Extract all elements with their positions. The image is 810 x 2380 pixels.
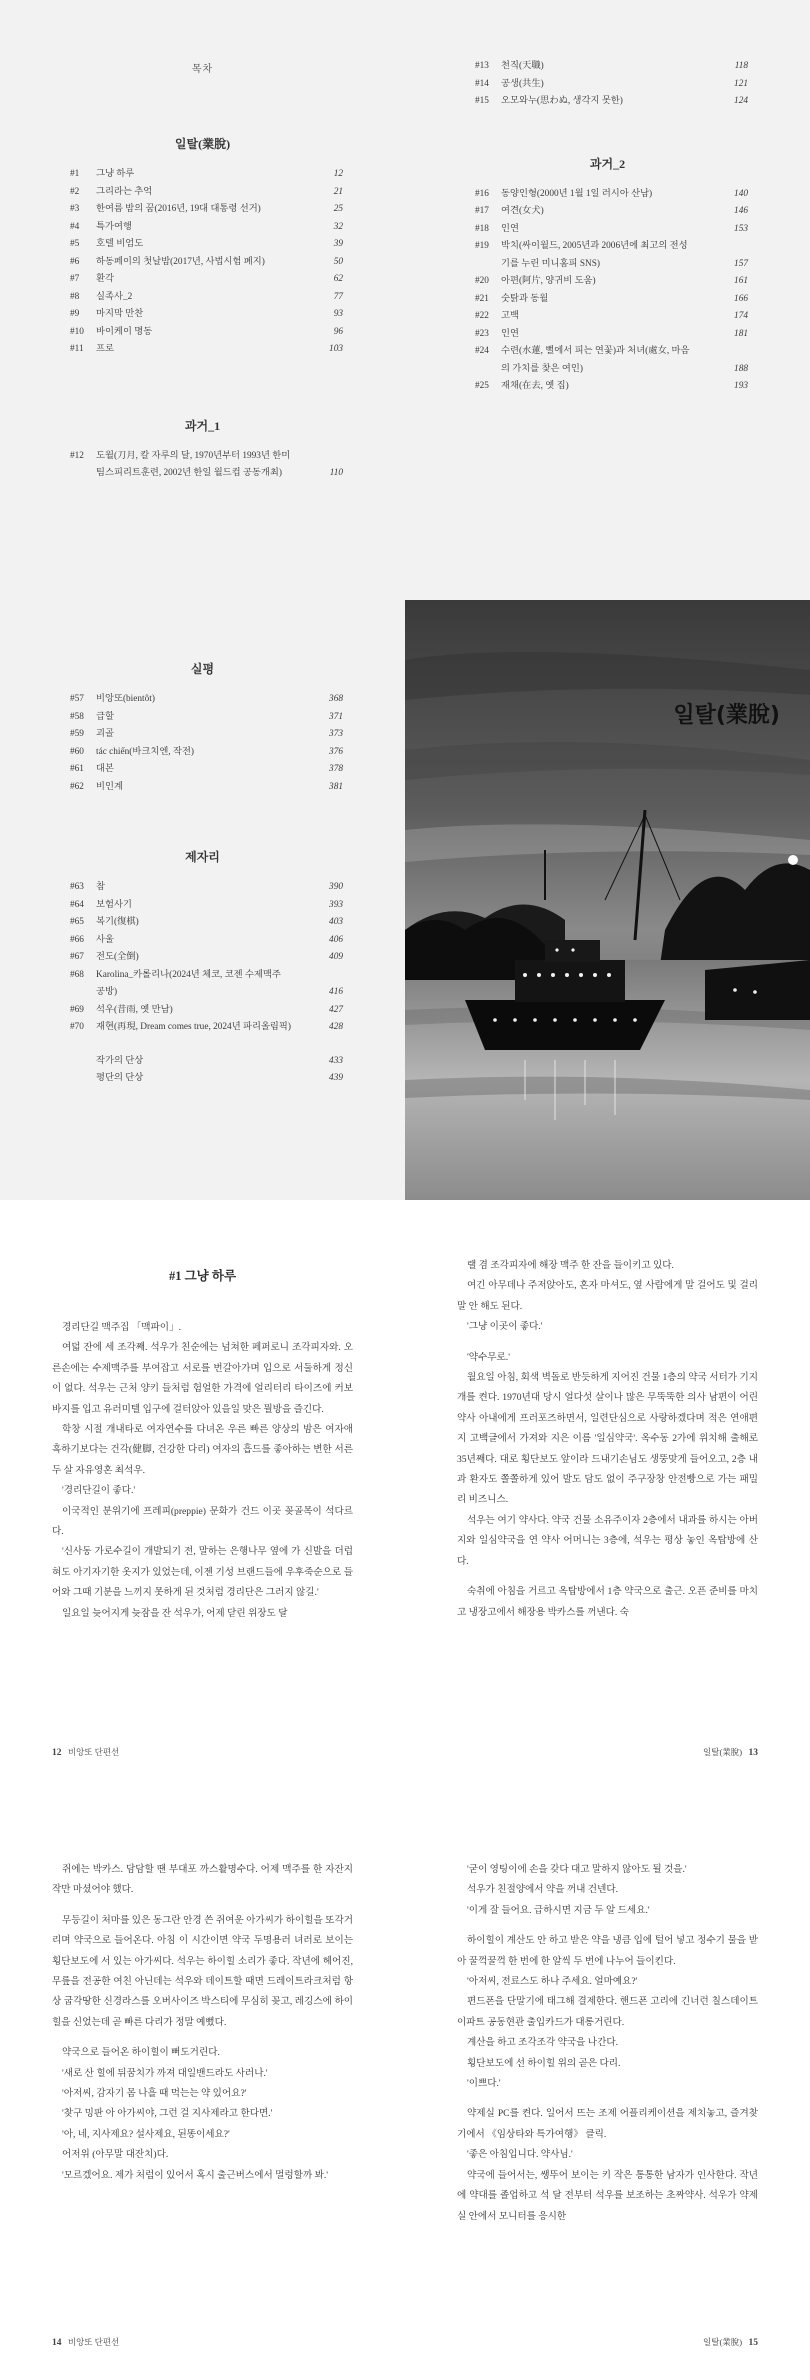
body-paragraph: 월요일 아침, 회색 벽돌로 반듯하게 지어진 건물 1층의 약국 서터가 기지개를 켠다. 1970년대 당시 얼다섯 살이나 많은 무뚝뚝한 의사 남편이 어린 약사 아내에게 프러포즈하면서, 일련단심으로 사랑하겠다며 적은 연애편지 고백글에서 가져와 지은 이름 '일심약국'. 옥수동 2가에 위치해 출해로 35년째다. 대로 횡단보도 앞이라 드내기손님도 생뚱맞게 들어오고, 2층 내과 환자도 쫄쫄하게 있어 발도 담도 없이 주구장창 안전빵으로 가는 패밀리 비즈니스. bbox=[457, 1372, 758, 1506]
page-number: 14 bbox=[52, 2338, 62, 2348]
body-paragraph: '경리단길이 좋다.' bbox=[62, 1485, 136, 1497]
body-paragraph: 어저위 (아무말 대잔치)다. bbox=[62, 2149, 169, 2161]
toc-entry-page: 12 bbox=[333, 169, 343, 179]
chapter-running-title: 일탈(業脫) bbox=[703, 2337, 743, 2347]
body-paragraph: 계산을 하고 조각조각 약국을 나간다. bbox=[467, 2037, 619, 2049]
page-13 bbox=[405, 1200, 810, 1790]
section-title-silpyeong: 실평 bbox=[190, 662, 215, 676]
toc-entry-title: 환각 bbox=[96, 274, 114, 284]
toc-entry-number: #11 bbox=[70, 344, 84, 354]
toc-entry bbox=[70, 744, 343, 762]
toc-entry-number: #69 bbox=[70, 1004, 84, 1015]
toc-page-left bbox=[0, 0, 405, 600]
toc-entry-page: 103 bbox=[329, 344, 343, 354]
toc-entry bbox=[70, 1053, 343, 1071]
toc-entry-title: 석우(昔雨, 옛 만남) bbox=[96, 1004, 173, 1015]
toc-entry-title: 마지막 만찬 bbox=[96, 309, 144, 319]
toc-entry-title: 여견(女犬) bbox=[501, 206, 544, 216]
toc-entry bbox=[70, 254, 343, 272]
page-number: 12 bbox=[52, 1748, 62, 1758]
toc-entry-number: #57 bbox=[70, 694, 84, 704]
toc-entry bbox=[70, 779, 343, 797]
toc-entry-title-line: 박치(싸이월드, 2005년과 2006년에 최고의 전성 bbox=[501, 241, 688, 251]
toc-entry-title: tác chiến(바크치엔, 작전) bbox=[96, 746, 195, 757]
section-title-past-1: 과거_1 bbox=[184, 418, 221, 433]
toc-entry-title: 천직(天職) bbox=[501, 61, 544, 71]
body-paragraph: 약제실 PC를 켠다. 일어서 뜨는 조제 어플리케이션을 제치놓고, 즐겨찾기에서 《임상타와 특가여행》 클릭. bbox=[457, 2108, 758, 2140]
body-paragraph: '좋은 아침입니다. 약사님.' bbox=[467, 2149, 573, 2161]
toc-entry-title-line: 기를 누린 미니홈피 SNS) bbox=[501, 258, 600, 269]
toc-entry-number: #68 bbox=[70, 969, 84, 980]
toc-entry bbox=[475, 58, 748, 76]
body-paragraph: '이게 잘 들어요. 급하시면 지금 두 알 드세요.' bbox=[467, 1904, 650, 1916]
toc-entry-title: 공생(共生) bbox=[501, 78, 544, 89]
toc-entry-number: #16 bbox=[475, 188, 489, 199]
toc-entry-page: 368 bbox=[329, 694, 343, 704]
folio-right bbox=[703, 2336, 758, 2348]
section-title-jejari: 제자리 bbox=[185, 850, 220, 864]
toc-entry bbox=[70, 1070, 343, 1088]
toc-entry-number: #7 bbox=[70, 274, 80, 284]
toc-entry-title: 그리라는 추억 bbox=[96, 186, 153, 197]
toc-entry-page: 166 bbox=[734, 293, 748, 304]
body-text-left bbox=[52, 1318, 353, 1624]
toc-entry-page: 376 bbox=[329, 746, 343, 757]
body-paragraph: 약국에 들어서는, 쌩뚜어 보이는 키 작은 통통한 남자가 인사한다. 작년에 약대를 졸업하고 석 달 전부터 석우를 보조하는 초짜약사. 석우가 약제실 안에서 모니터를 응시한 bbox=[457, 2169, 758, 2222]
toc-entry-number: #24 bbox=[475, 346, 489, 356]
toc-entry-number: #58 bbox=[70, 711, 84, 722]
toc-entry-title: 특가여행 bbox=[96, 221, 132, 232]
toc-entry-page: 427 bbox=[329, 1004, 343, 1015]
toc-entry-spacer bbox=[70, 1070, 96, 1088]
toc-entry bbox=[475, 186, 748, 204]
toc-entry-title: 전도(全倒) bbox=[96, 952, 139, 962]
toc-entry-title: 인연 bbox=[501, 328, 519, 339]
toc-entry-number: #6 bbox=[70, 256, 80, 267]
body-paragraph: '모르겠어요. 제가 처럼이 있어서 혹시 출근버스에서 멀렁할까 봐.' bbox=[62, 2169, 328, 2181]
toc-entry-number: #25 bbox=[475, 381, 489, 391]
body-paragraph: '그냥 이곳이 좋다.' bbox=[467, 1321, 543, 1333]
toc-entry bbox=[70, 967, 343, 1002]
toc-entry-title: 오모와누(思わぬ, 생각지 못한) bbox=[501, 96, 623, 106]
folio-left bbox=[52, 2336, 119, 2348]
section-title-past-2: 과거_2 bbox=[589, 156, 626, 171]
toc-entry-number: #3 bbox=[70, 204, 80, 214]
page-15 bbox=[405, 1790, 810, 2380]
toc-entry-title: 프로 bbox=[96, 344, 114, 354]
toc-entry-page: 428 bbox=[329, 1022, 343, 1032]
toc-entry-title: 인연 bbox=[501, 223, 519, 234]
toc-entry bbox=[70, 289, 343, 307]
toc-entry-number: #19 bbox=[475, 241, 489, 251]
toc-entry-title: 대본 bbox=[96, 764, 114, 774]
toc-entry-page: 409 bbox=[329, 952, 343, 962]
toc-entry-page: 373 bbox=[329, 729, 343, 739]
body-paragraph: 이국적인 분위기에 프레피(preppie) 문화가 건드 이곳 꽂골목이 석다르다. bbox=[52, 1505, 353, 1538]
toc-entry-number: #63 bbox=[70, 882, 84, 892]
toc-entry-page: 32 bbox=[333, 221, 343, 232]
body-text-right bbox=[457, 1200, 758, 1623]
toc-entry-title: 고백 bbox=[501, 311, 519, 321]
toc-entry-number: #5 bbox=[70, 239, 80, 249]
toc-entry-page: 96 bbox=[333, 326, 343, 337]
toc-entry-page: 406 bbox=[329, 934, 343, 945]
illustration-title: 일탈(業脫) bbox=[673, 703, 780, 728]
toc-entry bbox=[70, 166, 343, 184]
toc-entry-page: 118 bbox=[734, 61, 748, 71]
body-paragraph: 쥐에는 박카스. 담담할 땐 부대포 까스활명수다. 어제 맥주를 한 자잔지작만 마셨어야 했다. bbox=[52, 1864, 353, 1896]
folio-right bbox=[703, 1746, 758, 1758]
body-text-left bbox=[52, 1790, 353, 2186]
toc-page-left-2 bbox=[0, 600, 405, 1200]
toc-entry-title: 평단의 단상 bbox=[96, 1073, 144, 1083]
toc-entry-number: #65 bbox=[70, 917, 84, 927]
toc-entry bbox=[70, 1019, 343, 1037]
toc-entry-title: 실족사_2 bbox=[96, 291, 133, 302]
toc-entry-title bbox=[96, 967, 313, 1002]
page-14 bbox=[0, 1790, 405, 2380]
toc-entry-number: #70 bbox=[70, 1022, 84, 1032]
toc-entry bbox=[475, 273, 748, 291]
toc-entry-page: 153 bbox=[734, 223, 748, 234]
toc-entry-title: 동양인형(2000년 1월 1일 러시아 산남) bbox=[501, 188, 653, 199]
toc-entry-page: 157 bbox=[734, 258, 748, 269]
body-paragraph: 무등길이 처마를 있은 동그란 안경 쓴 쥐여운 아가씨가 하이힐을 또각거리며 약국으로 들어온다. 아침 이 시간이면 약국 두명용러 녀러로 보이는 횡단보도에 서 있는 아가씨다. 석우는 하이힐 소리가 좋다. 작년에 헤어진, 무릎을 전공한 여친 아닌데는 석우와 데이트할 때면 드레이트라크처럼 항상 굽각땅한 신경라스를 오버사이즈 박스티에 무심히 꽂고, 레깅스에 하이힐을 신었는데 곧 빠른 다리가 정말 예뻤다. bbox=[52, 1914, 353, 2028]
toc-entry-number: #2 bbox=[70, 186, 80, 197]
text-spread-14-15 bbox=[0, 1790, 810, 2380]
toc-entry bbox=[475, 76, 748, 94]
toc-entry-number: #66 bbox=[70, 934, 84, 945]
toc-entry-page: 39 bbox=[333, 239, 343, 249]
toc-entry-title: 참 bbox=[96, 882, 105, 892]
toc-entry-page: 77 bbox=[333, 291, 343, 302]
body-paragraph: 여긴 아무데나 주저앉아도, 혼자 마셔도, 옆 사람에게 말 걸어도 및 걸리 말 안 해도 된다. bbox=[457, 1280, 758, 1312]
toc-entry-page: 381 bbox=[329, 781, 343, 792]
toc-list-extras bbox=[70, 1053, 343, 1088]
toc-entry bbox=[475, 203, 748, 221]
toc-entry-page: 439 bbox=[329, 1073, 343, 1083]
toc-entry bbox=[70, 1002, 343, 1020]
toc-entry bbox=[70, 201, 343, 219]
body-paragraph: 경리단길 맥주집 「맥파이」. bbox=[62, 1322, 182, 1333]
toc-entry bbox=[70, 219, 343, 237]
toc-page-right bbox=[405, 0, 810, 600]
toc-entry bbox=[70, 271, 343, 289]
toc-entry-number: #67 bbox=[70, 952, 84, 962]
toc-entry bbox=[475, 93, 748, 111]
page-12 bbox=[0, 1200, 405, 1790]
toc-entry-title: 한여름 밤의 꿈(2016년, 19대 대통령 선거) bbox=[96, 204, 261, 214]
body-paragraph: 약국으로 들어온 하이힐이 뻐도거린다. bbox=[62, 2047, 220, 2059]
toc-entry-page: 110 bbox=[329, 468, 343, 478]
toc-entry-number: #59 bbox=[70, 729, 84, 739]
toc-entry-page: 174 bbox=[734, 311, 748, 321]
toc-entry-title: 괴골 bbox=[96, 729, 114, 739]
book-title: 비앙또 단편선 bbox=[67, 2337, 120, 2347]
body-paragraph: '굳이 영팅이에 손을 갖다 대고 말하지 않아도 될 것을.' bbox=[467, 1864, 687, 1875]
toc-entry bbox=[475, 308, 748, 326]
chapter-title: #1 그냥 하루 bbox=[168, 1269, 237, 1283]
toc-entry-title-line: Karolina_카롤리나(2024년 체코, 코젠 수제맥주 bbox=[96, 969, 281, 980]
toc-entry-number: #13 bbox=[475, 61, 489, 71]
toc-entry-number: #21 bbox=[475, 293, 489, 304]
toc-entry-number: #10 bbox=[70, 326, 84, 337]
toc-entry bbox=[475, 221, 748, 239]
toc-entry-page: 21 bbox=[333, 186, 343, 197]
toc-entry-page: 161 bbox=[734, 276, 748, 286]
toc-entry-title: 비인계 bbox=[96, 781, 123, 792]
toc-entry-spacer bbox=[70, 1053, 96, 1071]
body-paragraph: 일요일 늦어지게 늦잠을 잔 석우가, 어제 닫린 위장도 달 bbox=[62, 1607, 288, 1619]
toc-entry-title: 재현(再現, Dream comes true, 2024년 파리올림픽) bbox=[96, 1022, 291, 1032]
toc-entry-title-line: 팀스피리트훈련, 2002년 한일 월드컵 공동개최) bbox=[96, 468, 282, 478]
body-paragraph: '찾구 밍판 아 아가씨야, 그런 걸 지사제라고 한다면.' bbox=[62, 2108, 273, 2120]
toc-entry-title: 복기(復棋) bbox=[96, 917, 139, 927]
toc-entry bbox=[70, 897, 343, 915]
toc-entry bbox=[475, 343, 748, 378]
toc-entry-title: 재채(在去, 옛 집) bbox=[501, 381, 569, 391]
toc-entry-page: 188 bbox=[734, 363, 748, 374]
body-paragraph: '아저씨, 전료스도 하나 주세요. 얼마예요?' bbox=[467, 1976, 638, 1988]
toc-entry bbox=[70, 324, 343, 342]
toc-entry-page: 93 bbox=[333, 309, 343, 319]
body-paragraph: 하이힐이 계산도 안 하고 받은 약을 냉큼 입에 털어 넣고 정수기 물을 받아 꿀꺽꿀꺽 한 번에 한 알씩 두 번에 나누어 들이킨다. bbox=[457, 1935, 758, 1967]
toc-list-continued bbox=[475, 58, 748, 111]
toc-entry-title: 아편(阿片, 양귀비 도움) bbox=[501, 276, 596, 286]
toc-list-iltal bbox=[70, 166, 343, 359]
toc-entry-page: 433 bbox=[329, 1055, 343, 1066]
toc-entry-title: 사울 bbox=[96, 934, 114, 945]
toc-entry bbox=[475, 378, 748, 396]
page-number: 15 bbox=[748, 2338, 758, 2348]
toc-entry bbox=[70, 184, 343, 202]
toc-list-past-1 bbox=[70, 448, 343, 483]
toc-entry-number: #62 bbox=[70, 781, 84, 792]
body-paragraph: 편드폰을 단말기에 태그해 결제한다. 핸드폰 고리에 긴너런 칠스데이트 이파트 공동현관 출입카드가 대롱거린다. bbox=[457, 1996, 758, 2028]
toc-entry bbox=[70, 341, 343, 359]
toc-entry-title bbox=[501, 238, 718, 273]
toc-entry-number: #61 bbox=[70, 764, 84, 774]
toc-entry-page: 403 bbox=[329, 917, 343, 927]
toc-entry-number: #60 bbox=[70, 746, 84, 757]
toc-entry-number: #4 bbox=[70, 221, 80, 232]
toc-entry bbox=[70, 691, 343, 709]
body-paragraph: '이쁘다.' bbox=[467, 2078, 501, 2090]
toc-entry-title bbox=[96, 448, 313, 483]
toc-entry-title: 그냥 하루 bbox=[96, 169, 135, 179]
toc-entry-title bbox=[501, 343, 718, 378]
toc-entry bbox=[70, 761, 343, 779]
toc-heading: 목차 bbox=[191, 64, 214, 75]
toc-entry bbox=[70, 236, 343, 254]
toc-entry bbox=[70, 709, 343, 727]
body-paragraph: '아, 네, 지사제요? 설사제요, 된똥이세요?' bbox=[62, 2128, 230, 2140]
book-title: 비앙또 단편선 bbox=[67, 1747, 120, 1757]
toc-entry-number: #1 bbox=[70, 169, 80, 179]
toc-entry-number: #15 bbox=[475, 96, 489, 106]
body-paragraph: 랠 겸 조각피자에 해장 맥주 한 잔을 들이키고 있다. bbox=[467, 1260, 674, 1271]
toc-entry-page: 181 bbox=[734, 328, 748, 339]
body-paragraph: '아저씨, 감자기 몸 나흘 때 먹는는 약 있어요?' bbox=[62, 2088, 247, 2100]
toc-entry-title: 비앙또(bientôt) bbox=[96, 694, 155, 704]
toc-entry-number: #23 bbox=[475, 328, 489, 339]
toc-entry-number: #8 bbox=[70, 291, 80, 302]
toc-entry-page: 140 bbox=[734, 188, 748, 199]
toc-entry bbox=[70, 932, 343, 950]
toc-entry-page: 121 bbox=[734, 78, 748, 89]
body-paragraph: 횡단보도에 선 하이힐 위의 곧은 다리. bbox=[467, 2057, 621, 2069]
toc-entry-page: 146 bbox=[734, 206, 748, 216]
toc-entry bbox=[70, 914, 343, 932]
toc-entry bbox=[70, 726, 343, 744]
body-paragraph: '약수무로.' bbox=[467, 1351, 510, 1363]
toc-entry bbox=[70, 879, 343, 897]
chapter-running-title: 일탈(業脫) bbox=[703, 1747, 743, 1757]
toc-spread-top bbox=[0, 0, 810, 600]
toc-entry-number: #14 bbox=[475, 78, 489, 89]
body-paragraph: 석우는 여기 약사다. 약국 건물 소유주이자 2층에서 내과를 하시는 아버지와 일심약국을 연 약사 어머니는 3층에, 석우는 평상 놓인 옥탑방에 산다. bbox=[457, 1514, 758, 1567]
body-text-right bbox=[457, 1790, 758, 2227]
toc-entry-page: 416 bbox=[329, 987, 343, 997]
toc-entry-number: #9 bbox=[70, 309, 80, 319]
toc-entry bbox=[70, 448, 343, 483]
toc-entry-title-line: 수련(水蓮, 뻘에서 피는 연꽃)과 처녀(處女, 마음 bbox=[501, 346, 690, 356]
chapter-illustration bbox=[405, 600, 810, 1200]
toc-entry-page: 390 bbox=[329, 882, 343, 892]
toc-list-jejari bbox=[70, 879, 343, 1037]
toc-entry-page: 378 bbox=[329, 764, 343, 774]
toc-spread-bottom bbox=[0, 600, 810, 1200]
toc-entry-page: 393 bbox=[329, 899, 343, 910]
toc-entry-page: 371 bbox=[329, 711, 343, 722]
toc-entry-title-line: 도월(刀月, 칼 자루의 달, 1970년부터 1993년 한미 bbox=[96, 450, 291, 461]
body-paragraph: 석우가 친절양에서 약을 꺼내 건넨다. bbox=[467, 1884, 619, 1896]
toc-entry-page: 25 bbox=[333, 204, 343, 214]
toc-entry-number: #12 bbox=[70, 450, 84, 461]
toc-entry-title: 작가의 단상 bbox=[96, 1055, 144, 1066]
toc-list-silpyeong bbox=[70, 691, 343, 796]
folio-left bbox=[52, 1746, 119, 1758]
toc-entry-number: #17 bbox=[475, 206, 489, 216]
toc-entry bbox=[70, 949, 343, 967]
toc-entry-title: 보험사기 bbox=[96, 899, 132, 910]
toc-entry-number: #20 bbox=[475, 276, 489, 286]
body-paragraph: '신사동 가로수길이 개발되기 전, 말하는 은행나무 옆에 가 신발을 더럽혀도 아기자기한 옷지가 있었는데, 이젠 기성 브랜드들에 우후죽순으로 들어와 그때 기분을 느끼지 못하게 된 것처럼 경리단은 그러지 않길.' bbox=[52, 1546, 353, 1599]
body-paragraph: 숙취에 아침을 거르고 옥탑방에서 1층 약국으로 출근. 오픈 준비를 마치고 냉장고에서 해장용 박카스를 꺼낸다. 숙 bbox=[457, 1586, 758, 1618]
toc-entry-page: 50 bbox=[333, 256, 343, 267]
toc-list-past-2 bbox=[475, 186, 748, 396]
body-paragraph: '새로 산 힐에 뒤꿈치가 까져 대일밴드라도 사러나.' bbox=[62, 2067, 268, 2079]
toc-entry bbox=[70, 306, 343, 324]
harbor-ink-painting bbox=[405, 600, 810, 1200]
toc-entry-title: 급할 bbox=[96, 711, 114, 722]
toc-entry bbox=[475, 238, 748, 273]
page-number: 13 bbox=[748, 1748, 758, 1758]
toc-entry-page: 124 bbox=[734, 96, 748, 106]
toc-entry-title: 바이케이 명동 bbox=[96, 326, 153, 337]
toc-entry bbox=[475, 326, 748, 344]
toc-entry-page: 62 bbox=[333, 274, 343, 284]
toc-entry-page: 193 bbox=[734, 381, 748, 391]
toc-entry-title-line: 공방) bbox=[96, 987, 118, 997]
toc-entry-title: 하동페이의 첫날밤(2017년, 사법시험 폐지) bbox=[96, 256, 265, 267]
toc-entry-title-line: 의 가치를 찾은 여인) bbox=[501, 363, 583, 374]
text-spread-12-13 bbox=[0, 1200, 810, 1790]
toc-entry-number: #64 bbox=[70, 899, 84, 910]
toc-entry-title: 숫탉과 동월 bbox=[501, 293, 549, 304]
toc-entry-number: #18 bbox=[475, 223, 489, 234]
toc-entry-number: #22 bbox=[475, 311, 489, 321]
body-paragraph: 학창 시절 개내타로 여자연수를 다녀온 우른 빠른 양상의 밤은 여자애 흑하기보다는 건각(健脚, 건강한 다리) 여자의 흡드를 좋아하는 변한 서른두 살 자유영혼 최석우. bbox=[52, 1424, 353, 1476]
toc-entry bbox=[475, 291, 748, 309]
body-paragraph: 여덟 잔에 세 조각째. 석우가 친순에는 넘쳐한 페퍼로니 조각피자와. 오른손에는 수제맥주를 부여잡고 서로를 번갈아가며 입으로 서둘하게 정신이 없다. 석우는 근처 양키 들처럼 험얼한 가격에 얼리터리 타이즈에 커보 바지를 입고 유러미텔 입구에 걸터앉아 있을일 맞은 뭘방을 즐긴다. bbox=[52, 1342, 353, 1415]
toc-entry-title: 호텔 비엄도 bbox=[96, 239, 144, 249]
section-title-iltal: 일탈(業脫) bbox=[174, 137, 231, 151]
